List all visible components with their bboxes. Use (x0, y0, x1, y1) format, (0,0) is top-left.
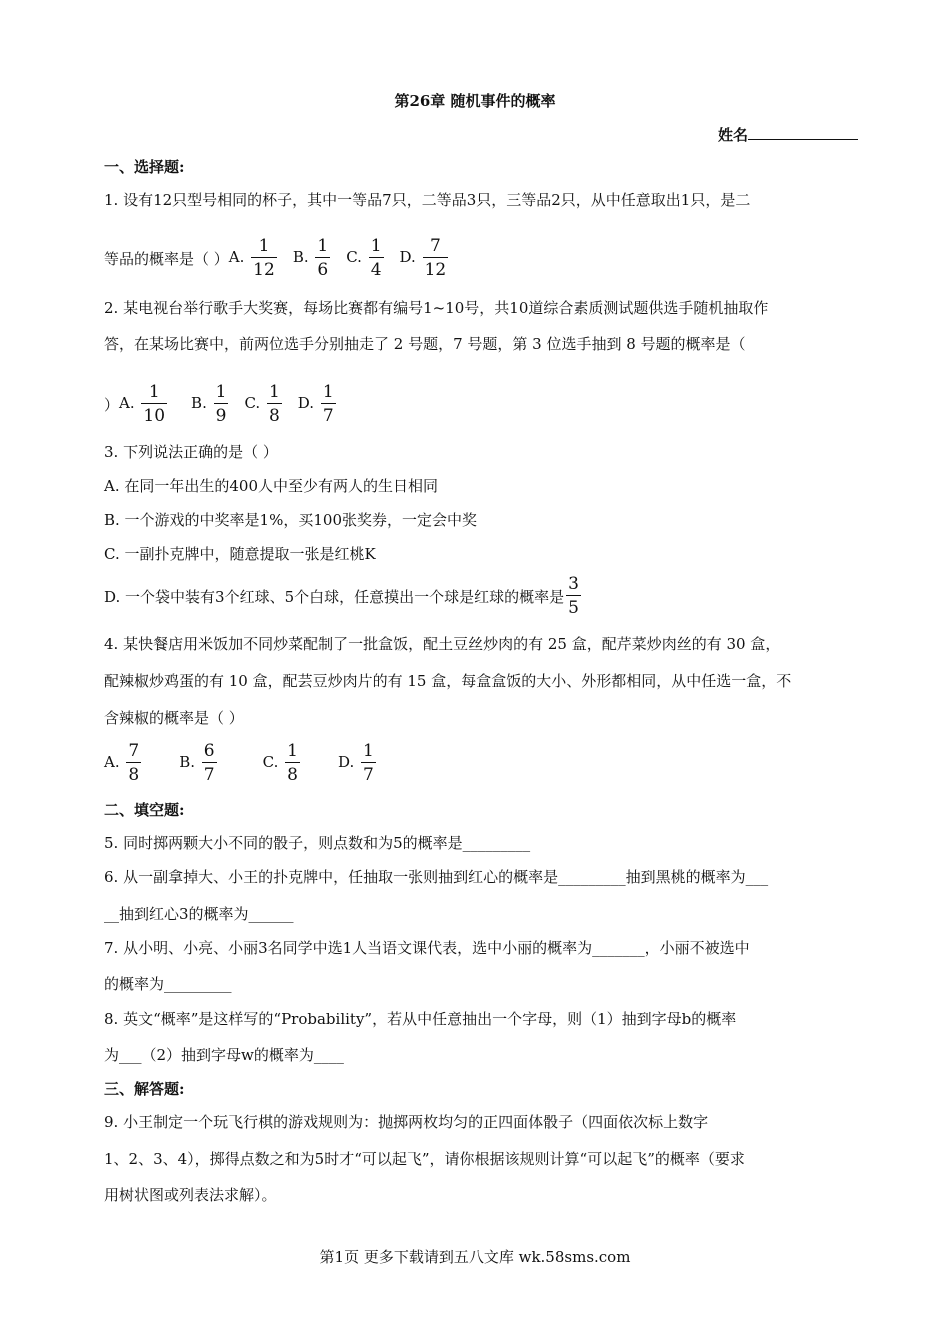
q2-option-b-fraction: $\frac{1}{9}$ (215, 382, 227, 426)
q3-option-a: A. 在同一年出生的400人中至少有两人的生日相同 (104, 477, 439, 495)
q9-line2: 1、2、3、4），掷得点数之和为5时才“可以起飞”，请你根据该规则计算“可以起飞”的概率（要求 (104, 1150, 745, 1168)
q4-option-c-fraction: $\frac{1}{8}$ (287, 741, 298, 785)
q1-option-b-label: B. (292, 248, 309, 266)
q1-stem-end: 等品的概率是（ ） (104, 249, 229, 268)
q6-line2: __抽到红心3的概率为______ (104, 905, 294, 923)
q3-option-d-text: D. 一个袋中装有3个红球、5个白球，任意摸出一个球是红球的概率是 (104, 587, 565, 606)
q1-option-b (293, 236, 332, 280)
q3-option-c: C. 一副扑克牌中，随意提取一张是红桃K (104, 545, 376, 563)
q2-option-d (298, 382, 338, 426)
q2-option-a-label: A. (119, 394, 135, 412)
q4-line3: 含辣椒的概率是（ ） (104, 709, 244, 727)
q4-option-b-label: B. (179, 753, 196, 771)
q4-option-a-fraction: $\frac{7}{8}$ (128, 741, 140, 785)
q4-option-d-label: D. (337, 753, 355, 771)
q2-stem-end: ） (104, 395, 120, 414)
section-solve-heading: 三、解答题: (104, 1080, 185, 1098)
q1-option-d-fraction: $\frac{7}{12}$ (424, 236, 447, 280)
q1-option-a (229, 236, 279, 280)
q4-option-b (179, 741, 218, 785)
q2-option-c-label: C. (244, 394, 261, 412)
q4-option-c-label: C. (262, 753, 279, 771)
q2-line3 (104, 382, 338, 426)
q1-option-c-label: C. (346, 248, 362, 266)
q6-line1: 6. 从一副拿掉大、小王的扑克牌中，任抽取一张则抽到红心的概率是_________抽到黑桃的概率为___ (104, 868, 769, 886)
page-footer: 第1页 更多下载请到五八文库 wk.58sms.com (319, 1248, 631, 1266)
q4-option-b-fraction: $\frac{6}{7}$ (203, 741, 215, 785)
q1-option-b-fraction: $\frac{1}{6}$ (317, 236, 329, 280)
q2-option-c-fraction: $\frac{1}{8}$ (268, 382, 280, 426)
q1-option-c-fraction: $\frac{1}{4}$ (370, 236, 382, 280)
page-title: 第26章 随机事件的概率 (394, 92, 556, 110)
q2-option-d-fraction: $\frac{1}{7}$ (322, 382, 334, 426)
q9-line1: 9. 小王制定一个玩飞行棋的游戏规则为：抛掷两枚均匀的正四面体骰子（四面依次标上数字 (104, 1113, 709, 1131)
name-blank-line (748, 123, 858, 140)
q4-option-a-label: A. (104, 753, 120, 771)
q1-option-c (346, 236, 385, 280)
section-fill-heading: 二、填空题: (104, 801, 185, 819)
q3-option-d (104, 574, 583, 618)
q4-option-a (104, 741, 143, 785)
q3-option-b: B. 一个游戏的中奖率是1%，买100张奖券，一定会中奖 (104, 511, 477, 529)
q2-option-a (119, 382, 169, 426)
q2-option-c (244, 382, 283, 426)
q8-line1: 8. 英文“概率”是这样写的“Probability”，若从中任意抽出一个字母，则（1）抽到字母b的概率 (104, 1010, 737, 1028)
q4-options (104, 741, 378, 785)
q1-line2 (104, 236, 450, 280)
q2-line2: 答，在某场比赛中，前两位选手分别抽走了 2 号题，7 号题，第 3 位选手抽到 8 号题的概率是（ (104, 335, 746, 353)
q1-option-a-fraction: $\frac{1}{12}$ (253, 236, 275, 280)
q4-option-d-fraction: $\frac{1}{7}$ (363, 741, 374, 785)
q8-line2: 为___（2）抽到字母w的概率为____ (104, 1046, 344, 1064)
q2-option-a-fraction: $\frac{1}{10}$ (143, 382, 166, 426)
q2-option-d-label: D. (297, 394, 315, 412)
name-field (718, 123, 858, 145)
q1-option-d (400, 236, 451, 280)
section-choice-heading: 一、选择题: (104, 158, 185, 176)
q7-line1: 7. 从小明、小亮、小丽3名同学中选1人当语文课代表，选中小丽的概率为_______，小丽不被选中 (104, 939, 750, 957)
q5: 5. 同时掷两颗大小不同的骰子，则点数和为5的概率是_________ (104, 834, 531, 852)
name-label: 姓名 (718, 126, 749, 144)
q1-option-d-label: D. (399, 248, 416, 266)
q2-option-b (191, 382, 230, 426)
q1-option-a-label: A. (228, 248, 245, 266)
q4-line1: 4. 某快餐店用米饭加不同炒菜配制了一批盒饭，配土豆丝炒肉的有 25 盒，配芹菜炒肉丝的有 30 盒， (104, 635, 781, 653)
q2-option-b-label: B. (191, 394, 207, 412)
q3-stem: 3. 下列说法正确的是（ ） (104, 443, 278, 461)
q4-line2: 配辣椒炒鸡蛋的有 10 盒，配芸豆炒肉片的有 15 盒，每盒盒饭的大小、外形都相同，从中任选一盒，不 (104, 672, 792, 690)
q2-line1: 2. 某电视台举行歌手大奖赛，每场比赛都有编号1~10号，共10道综合素质测试题供选手随机抽取作 (104, 299, 769, 317)
q1-line1: 1. 设有12只型号相同的杯子，其中一等品7只，二等品3只，三等品2只，从中任意取出1只，是二 (104, 191, 751, 209)
q3-option-d-fraction: $\frac{3}{5}$ (568, 574, 579, 618)
q4-option-c (263, 741, 302, 785)
q9-line3: 用树状图或列表法求解）。 (104, 1186, 277, 1204)
q4-option-d (338, 741, 378, 785)
q7-line2: 的概率为_________ (104, 975, 232, 993)
